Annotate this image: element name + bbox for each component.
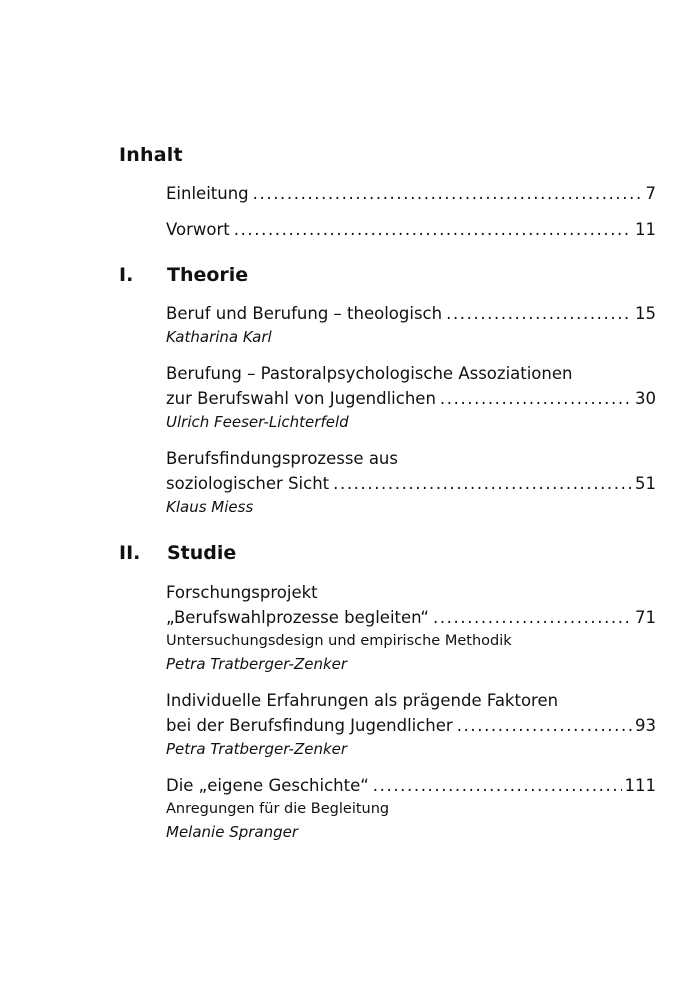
toc-entry-einleitung[interactable] — [166, 181, 656, 206]
entry-text: Beruf und Berufung – theologisch — [166, 304, 443, 323]
section-title: Studie — [167, 542, 237, 564]
entry-text: Berufsfindungsprozesse aus — [166, 449, 398, 468]
section-number: II. — [119, 542, 141, 564]
dot-leader — [433, 605, 632, 630]
dot-leader — [234, 217, 632, 242]
toc-entry[interactable] — [166, 361, 656, 434]
entry-text: Berufung – Pastoralpsychologische Assoziationen — [166, 364, 573, 383]
dot-leader — [373, 773, 622, 798]
toc-title: Inhalt — [119, 144, 183, 166]
page-number: 15 — [635, 304, 656, 323]
section-heading-theorie — [119, 264, 248, 286]
entry-author: Klaus Miess — [166, 498, 254, 516]
dot-leader — [446, 301, 632, 326]
dot-leader — [457, 713, 632, 738]
toc-entry[interactable] — [166, 773, 656, 844]
entry-author: Katharina Karl — [166, 328, 272, 346]
entry-text: zur Berufswahl von Jugendlichen — [166, 389, 436, 408]
entry-subtitle: Untersuchungsdesign und empirische Methodik — [166, 633, 512, 649]
dot-leader — [253, 181, 643, 206]
entry-subtitle: Anregungen für die Begleitung — [166, 801, 390, 817]
toc-entry[interactable] — [166, 446, 656, 519]
entry-author: Ulrich Feeser-Lichterfeld — [166, 413, 349, 431]
dot-leader — [440, 386, 632, 411]
section-number: I. — [119, 264, 134, 286]
toc-entry[interactable] — [166, 688, 656, 761]
entry-author: Petra Tratberger-Zenker — [166, 655, 348, 673]
entry-text: Die „eigene Geschichte“ — [166, 776, 369, 795]
entry-text: Einleitung — [166, 184, 249, 203]
page-number: 11 — [635, 220, 656, 239]
toc-entry-vorwort[interactable] — [166, 217, 656, 242]
page-number: 51 — [635, 474, 656, 493]
page-number: 93 — [635, 716, 656, 735]
entry-text: Vorwort — [166, 220, 230, 239]
section-title: Theorie — [167, 264, 249, 286]
entry-author: Melanie Spranger — [166, 823, 299, 841]
entry-text: bei der Berufsfindung Jugendlicher — [166, 716, 453, 735]
page-number: 71 — [635, 608, 656, 627]
entry-text: „Berufswahlprozesse begleiten“ — [166, 608, 429, 627]
entry-text: Individuelle Erfahrungen als prägende Faktoren — [166, 691, 559, 710]
page-number: 111 — [624, 776, 656, 795]
section-heading-studie — [119, 542, 236, 564]
dot-leader — [333, 471, 632, 496]
page-number: 7 — [645, 184, 656, 203]
page-number: 30 — [635, 389, 656, 408]
entry-text: soziologischer Sicht — [166, 474, 330, 493]
toc-entry[interactable] — [166, 301, 656, 349]
toc-entry[interactable] — [166, 580, 656, 676]
entry-text: Forschungsprojekt — [166, 583, 318, 602]
entry-author: Petra Tratberger-Zenker — [166, 740, 348, 758]
